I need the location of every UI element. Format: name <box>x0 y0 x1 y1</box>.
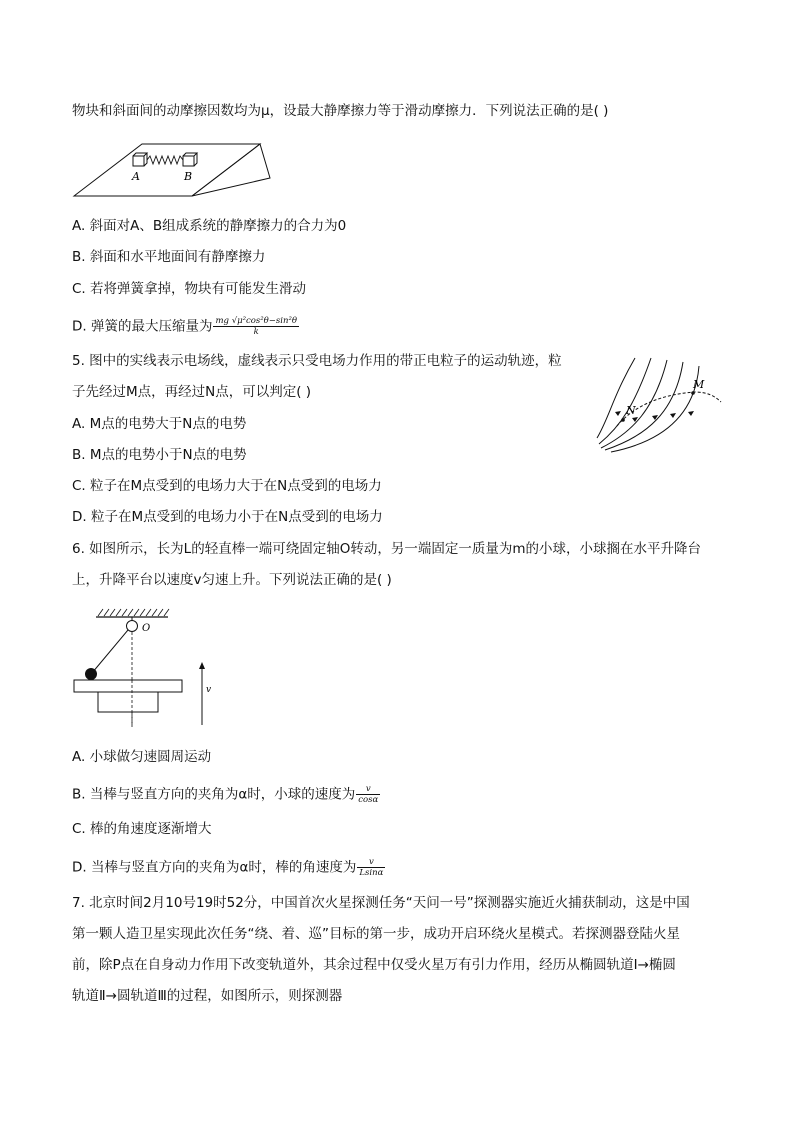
q4-d-fraction: $\frac{\text{mg √μ²cos²θ−sin²θ}}{k}$ <box>215 316 298 337</box>
q6-stem-line2: 上，升降平台以速度v匀速上升。下列说法正确的是( ) <box>72 572 392 588</box>
q5-option-b: B. M点的电势小于N点的电势 <box>72 447 247 463</box>
q7-line2: 第一颗人造卫星实现此次任务“绕、着、巡”目标的第一步，成功开启环绕火星模式。若探测器登陆火星 <box>72 926 680 942</box>
q4-option-d: D. 弹簧的最大压缩量为 $\frac{\text{mg √μ²cos²θ−sin²θ}}{k}$ <box>72 316 298 337</box>
q7-line3: 前，除P点在自身动力作用下改变轨道外，其余过程中仅受火星万有引力作用，经历从椭圆轨道Ⅰ→椭圆 <box>72 957 676 973</box>
field-lines-diagram <box>595 356 725 452</box>
label-n: N <box>626 404 636 417</box>
q6-option-d: D. 当棒与竖直方向的夹角为α时，棒的角速度为 $\frac{v}{Lsin\alpha}$ <box>72 857 384 878</box>
q5-option-c: C. 粒子在M点受到的电场力大于在N点受到的电场力 <box>72 478 382 494</box>
q6-option-a: A. 小球做匀速圆周运动 <box>72 749 212 765</box>
q7-line1: 7. 北京时间2月10号19时52分，中国首次火星探测任务“天问一号”探测器实施近火捕获制动，这是中国 <box>72 895 690 911</box>
q7-line4: 轨道Ⅱ→圆轨道Ⅲ的过程，如图所示，则探测器 <box>72 988 343 1004</box>
q6-option-b: B. 当棒与竖直方向的夹角为α时，小球的速度为 $\frac{v}{\cos\alpha}$ <box>72 784 379 805</box>
q6-d-fraction: $\frac{v}{Lsin\alpha}$ <box>359 857 384 878</box>
incline-diagram <box>70 138 270 200</box>
q5-stem-line2: 子先经过M点，再经过N点，可以判定( ) <box>72 384 312 400</box>
label-a: A <box>132 170 140 183</box>
q4-stem: 物块和斜面间的动摩擦因数均为μ，设最大静摩擦力等于滑动摩擦力．下列说法正确的是( ) <box>72 103 609 119</box>
label-v: v <box>206 685 212 695</box>
q5-option-a: A. M点的电势大于N点的电势 <box>72 416 247 432</box>
label-b: B <box>184 170 193 183</box>
q4-option-b: B. 斜面和水平地面间有静摩擦力 <box>72 249 266 265</box>
q6-stem-line1: 6. 如图所示，长为L的轻直棒一端可绕固定轴O转动，另一端固定一质量为m的小球，小球搁在水平升降台 <box>72 541 701 557</box>
label-o: O <box>142 623 151 634</box>
q4-option-a: A. 斜面对A、B组成系统的静摩擦力的合力为0 <box>72 218 347 234</box>
q4-option-c: C. 若将弹簧拿掉，物块有可能发生滑动 <box>72 281 307 297</box>
label-m: M <box>693 378 705 391</box>
q6-option-c: C. 棒的角速度逐渐增大 <box>72 821 212 837</box>
q6-b-fraction: $\frac{v}{\cos\alpha}$ <box>358 784 379 805</box>
q5-option-d: D. 粒子在M点受到的电场力小于在N点受到的电场力 <box>72 509 383 525</box>
rod-platform-diagram <box>72 605 222 730</box>
q5-stem-line1: 5. 图中的实线表示电场线，虚线表示只受电场力作用的带正电粒子的运动轨迹，粒 <box>72 353 562 369</box>
